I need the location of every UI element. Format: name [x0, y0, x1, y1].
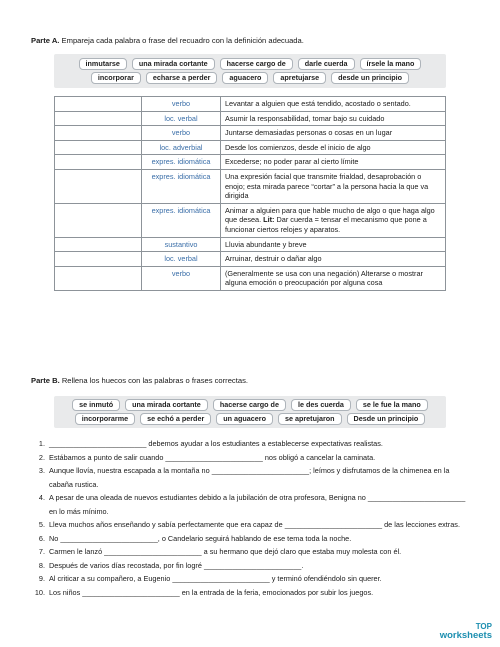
answer-cell[interactable]: [55, 155, 142, 170]
exercise-item: [31, 451, 471, 465]
word-type-cell: sustantivo: [142, 237, 221, 252]
word-chip[interactable]: apretujarse: [273, 72, 326, 84]
word-bank-a-row-2: [54, 72, 446, 84]
word-chip[interactable]: darle cuerda: [298, 58, 355, 70]
answer-cell[interactable]: [55, 203, 142, 237]
word-bank-b-row-2: [54, 413, 446, 425]
sentence-text: y terminó ofendiéndolo sin querer.: [269, 574, 382, 583]
sentence-text: , o Candelario seguirá hablando de ese tema toda la noche.: [157, 533, 352, 543]
definition-row: [55, 97, 446, 112]
word-type-cell: loc. verbal: [142, 111, 221, 126]
exercise-item: [31, 532, 471, 546]
answer-blank[interactable]: ________________________: [367, 493, 466, 502]
word-chip[interactable]: se le fue la mano: [356, 399, 428, 411]
answer-cell[interactable]: [55, 252, 142, 267]
word-chip[interactable]: hacerse cargo de: [213, 399, 286, 411]
sentence-text: A pesar de una oleada de nuevos estudiantes debido a la jubilación de otra profesora, Benigna no: [49, 493, 368, 502]
part-b-label: Parte B.: [31, 376, 60, 385]
answer-blank[interactable]: ________________________: [211, 466, 310, 475]
sentence-text: Lleva muchos años enseñando y sabía perfectamente que era capaz de: [49, 520, 285, 529]
answer-cell[interactable]: [55, 111, 142, 126]
answer-blank[interactable]: ________________________: [284, 520, 383, 529]
exercise-item: [31, 491, 471, 518]
definition-row: [55, 111, 446, 126]
word-chip[interactable]: se inmutó: [72, 399, 120, 411]
word-bank-b-row-1: [54, 399, 446, 411]
exercise-item: [31, 464, 471, 491]
word-type-cell: verbo: [142, 97, 221, 112]
sentence-text: en lo más mínimo.: [49, 506, 109, 516]
exercise-number: 1.: [38, 439, 45, 448]
definition-row: [55, 169, 446, 203]
part-b-title: [31, 376, 248, 385]
sentence-text: de las lecciones extras.: [382, 520, 460, 529]
word-type-cell: verbo: [142, 126, 221, 141]
word-chip[interactable]: un aguacero: [216, 413, 273, 425]
word-chip[interactable]: se apretujaron: [278, 413, 342, 425]
word-chip[interactable]: desde un principio: [331, 72, 409, 84]
exercise-number: 2.: [38, 452, 45, 462]
exercise-number: 10.: [34, 587, 45, 597]
definition-row: [55, 266, 446, 290]
definition-row: [55, 126, 446, 141]
exercise-number: 4.: [38, 493, 45, 502]
sentence-text: a su hermano que dejó claro que estaba muy molesta con él.: [201, 547, 402, 556]
sentence-text: en la entrada de la feria, emocionados por subir los juegos.: [179, 587, 374, 597]
sentence-text: Aunque llovía, nuestra escapada a la montaña no: [49, 466, 212, 475]
definition-row: [55, 203, 446, 237]
definition-text: Dar cuerda = tensar el mecanismo que pone a funcionar ciertos relojes y aparatos.: [225, 215, 427, 234]
word-chip[interactable]: inmutarse: [79, 58, 127, 70]
definition-text: Animar a alguien para que hable mucho de algo o que haga algo que desea.: [225, 205, 435, 225]
word-chip[interactable]: hacerse cargo de: [220, 58, 293, 70]
exercise-number: 5.: [38, 520, 45, 529]
exercise-item: [31, 545, 471, 559]
word-type-cell: loc. verbal: [142, 252, 221, 267]
word-type-cell: expres. idiomática: [142, 155, 221, 170]
sentence-text: debemos ayudar a los estudiantes a establecerse expectativas realistas.: [146, 439, 383, 448]
word-chip[interactable]: Desde un principio: [347, 413, 426, 425]
answer-cell[interactable]: [55, 140, 142, 155]
word-bank-a: [54, 54, 446, 88]
answer-cell[interactable]: [55, 169, 142, 203]
answer-blank[interactable]: ________________________: [49, 439, 147, 448]
sentence-text: nos obligó a cancelar la caminata.: [262, 452, 376, 462]
word-chip[interactable]: una mirada cortante: [125, 399, 208, 411]
part-a-label: Parte A.: [31, 36, 60, 45]
exercise-list: [31, 437, 471, 599]
answer-cell[interactable]: [55, 266, 142, 290]
answer-cell[interactable]: [55, 97, 142, 112]
definition-cell: Una expresión facial que transmite frialdad, desaprobación o enojo; esta mirada parece “cortar” a la persona hacia la que va dirigida: [221, 169, 446, 203]
sentence-text: Carmen le lanzó: [49, 547, 105, 556]
sentence-text: Estábamos a punto de salir cuando: [49, 452, 166, 462]
sentence-text: Al criticar a su compañero, a Eugenio: [49, 574, 173, 583]
exercise-number: 9.: [38, 574, 45, 583]
word-chip[interactable]: incorporarme: [75, 413, 135, 425]
definition-cell: Juntarse demasiadas personas o cosas en un lugar: [221, 126, 446, 141]
definition-row: [55, 155, 446, 170]
sentence-text: .: [301, 560, 304, 570]
word-type-cell: expres. idiomática: [142, 169, 221, 203]
definition-cell: Lluvia abundante y breve: [221, 237, 446, 252]
word-chip[interactable]: echarse a perder: [146, 72, 218, 84]
exercise-item: [31, 572, 471, 586]
word-chip[interactable]: írsele la mano: [360, 58, 422, 70]
literal-label: Lit:: [263, 215, 275, 225]
word-bank-a-row-1: [54, 58, 446, 70]
exercise-item: [31, 518, 471, 532]
word-type-cell: expres. idiomática: [142, 203, 221, 237]
definition-row: [55, 252, 446, 267]
word-bank-b: [54, 396, 446, 428]
definition-cell: Arruinar, destruir o dañar algo: [221, 252, 446, 267]
answer-blank[interactable]: ________________________: [165, 452, 263, 462]
word-chip[interactable]: aguacero: [222, 72, 268, 84]
exercise-number: 6.: [38, 533, 45, 543]
sentence-text: ; leímos y disfrutamos de la chimenea en la cabaña rustica.: [49, 466, 450, 489]
definition-cell: Excederse; no poder parar al cierto límite: [221, 155, 446, 170]
logo-worksheets: worksheets: [439, 630, 492, 641]
definition-cell: Levantar a alguien que está tendido, acostado o sentado.: [221, 97, 446, 112]
part-a-title: [31, 36, 304, 45]
definition-row: [55, 140, 446, 155]
sentence-text: No: [49, 533, 61, 543]
word-chip[interactable]: incorporar: [91, 72, 141, 84]
sentence-text: Los niños: [49, 587, 83, 597]
word-chip[interactable]: se echó a perder: [140, 413, 211, 425]
exercise-item: [31, 586, 471, 600]
definition-cell: Asumir la responsabilidad, tomar bajo su cuidado: [221, 111, 446, 126]
definition-cell: [221, 203, 446, 237]
word-type-cell: loc. adverbial: [142, 140, 221, 155]
answer-cell[interactable]: [55, 237, 142, 252]
answer-blank[interactable]: ________________________: [172, 574, 270, 583]
part-b-instruction: Rellena los huecos con las palabras o frases correctas.: [61, 376, 248, 385]
answer-blank[interactable]: ________________________: [60, 533, 158, 543]
word-type-cell: verbo: [142, 266, 221, 290]
exercise-item: [31, 437, 471, 451]
definitions-table: [54, 96, 446, 291]
part-a-instruction: Empareja cada palabra o frase del recuadro con la definición adecuada.: [61, 36, 304, 45]
exercise-item: [31, 559, 471, 573]
logo-top: TOP: [475, 622, 492, 631]
word-chip[interactable]: le des cuerda: [291, 399, 351, 411]
definition-row: [55, 237, 446, 252]
answer-blank[interactable]: ________________________: [203, 560, 302, 570]
exercise-number: 7.: [38, 547, 45, 556]
exercise-number: 8.: [38, 560, 45, 570]
exercise-number: 3.: [38, 466, 45, 475]
definition-cell: (Generalmente se usa con una negación) Alterarse o mostrar alguna emoción o preocupación por alguna cosa: [221, 266, 446, 290]
answer-cell[interactable]: [55, 126, 142, 141]
sentence-text: Después de varios días recostada, por fin logré: [49, 560, 204, 570]
answer-blank[interactable]: ________________________: [82, 587, 180, 597]
topworksheets-logo: [440, 622, 492, 640]
definition-cell: Desde los comienzos, desde el inicio de algo: [221, 140, 446, 155]
word-chip[interactable]: una mirada cortante: [132, 58, 215, 70]
answer-blank[interactable]: ________________________: [104, 547, 202, 556]
